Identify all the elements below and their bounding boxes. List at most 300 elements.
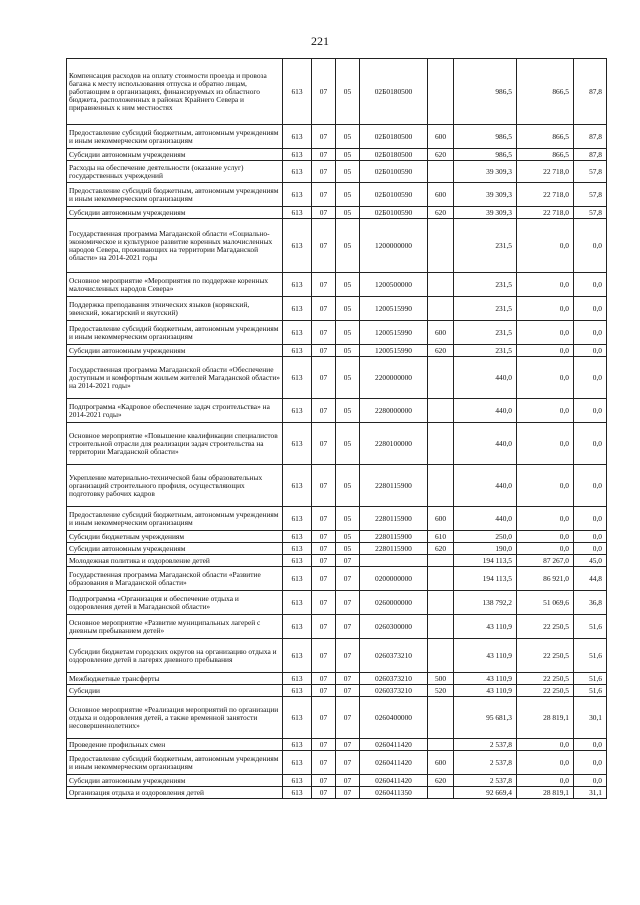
- cell-expense-type: 620: [428, 775, 454, 787]
- cell-plan: 39 309,3: [454, 183, 517, 207]
- cell-plan: 43 110,9: [454, 615, 517, 639]
- table-row: [67, 787, 607, 799]
- cell-expense-type: [428, 399, 454, 423]
- table-row: [67, 273, 607, 297]
- cell-subsection: 05: [336, 59, 360, 125]
- cell-target-article: 2280100000: [360, 423, 428, 465]
- cell-subsection: 07: [336, 751, 360, 775]
- cell-executed: 28 819,1: [517, 697, 574, 739]
- cell-target-article: 0260373210: [360, 639, 428, 673]
- cell-subsection: 07: [336, 673, 360, 685]
- cell-expense-type: 600: [428, 321, 454, 345]
- cell-ministry: 613: [283, 639, 312, 673]
- cell-name: Расходы на обеспечение деятельности (оказание услуг) государственных учреждений: [67, 161, 283, 183]
- cell-executed: 22 250,5: [517, 673, 574, 685]
- table-row: [67, 125, 607, 149]
- cell-target-article: 1200515990: [360, 297, 428, 321]
- cell-ministry: 613: [283, 183, 312, 207]
- table-row: [67, 321, 607, 345]
- cell-name: Укрепление материально-технической базы образовательных организаций строительного профиля, осуществляющих подготовку рабочих кадров: [67, 465, 283, 507]
- table-row: [67, 423, 607, 465]
- cell-ministry: 613: [283, 149, 312, 161]
- cell-section: 07: [312, 739, 336, 751]
- cell-subsection: 07: [336, 639, 360, 673]
- cell-percent: 45,0: [574, 555, 607, 567]
- cell-section: 07: [312, 751, 336, 775]
- cell-plan: 190,0: [454, 543, 517, 555]
- table-row: [67, 345, 607, 357]
- table-row: [67, 775, 607, 787]
- cell-expense-type: [428, 59, 454, 125]
- table-row: [67, 555, 607, 567]
- cell-name: Подпрограмма «Организация и обеспечение отдыха и оздоровления детей в Магаданской области»: [67, 591, 283, 615]
- cell-executed: 0,0: [517, 751, 574, 775]
- cell-plan: 986,5: [454, 59, 517, 125]
- cell-name: Предоставление субсидий бюджетным, автономным учреждениям и иным некоммерческим организациям: [67, 183, 283, 207]
- cell-ministry: 613: [283, 787, 312, 799]
- cell-percent: 0,0: [574, 345, 607, 357]
- table-row: [67, 543, 607, 555]
- table-row: [67, 739, 607, 751]
- cell-ministry: 613: [283, 273, 312, 297]
- cell-name: Субсидии бюджетным учреждениям: [67, 531, 283, 543]
- cell-expense-type: [428, 161, 454, 183]
- cell-percent: 57,8: [574, 183, 607, 207]
- cell-expense-type: [428, 357, 454, 399]
- table-row: [67, 591, 607, 615]
- cell-subsection: 05: [336, 149, 360, 161]
- cell-section: 07: [312, 59, 336, 125]
- cell-expense-type: [428, 697, 454, 739]
- cell-name: Субсидии автономным учреждениям: [67, 149, 283, 161]
- cell-plan: 43 110,9: [454, 673, 517, 685]
- cell-expense-type: [428, 273, 454, 297]
- cell-section: 07: [312, 183, 336, 207]
- cell-ministry: 613: [283, 507, 312, 531]
- cell-percent: 51,6: [574, 639, 607, 673]
- table-row: [67, 751, 607, 775]
- table-row: [67, 357, 607, 399]
- cell-target-article: 1200515990: [360, 345, 428, 357]
- cell-executed: 0,0: [517, 345, 574, 357]
- cell-plan: 43 110,9: [454, 685, 517, 697]
- cell-target-article: 2200000000: [360, 357, 428, 399]
- cell-percent: 57,8: [574, 207, 607, 219]
- cell-target-article: 1200515990: [360, 321, 428, 345]
- cell-name: Предоставление субсидий бюджетным, автономным учреждениям и иным некоммерческим организациям: [67, 507, 283, 531]
- cell-target-article: 2280115900: [360, 465, 428, 507]
- cell-section: 07: [312, 591, 336, 615]
- cell-plan: 986,5: [454, 149, 517, 161]
- cell-executed: 866,5: [517, 149, 574, 161]
- cell-target-article: 2280000000: [360, 399, 428, 423]
- cell-plan: 231,5: [454, 219, 517, 273]
- table-row: [67, 639, 607, 673]
- cell-ministry: 613: [283, 685, 312, 697]
- cell-name: Государственная программа Магаданской области «Развитие образования в Магаданской области»: [67, 567, 283, 591]
- cell-expense-type: [428, 297, 454, 321]
- cell-expense-type: [428, 615, 454, 639]
- cell-plan: 194 113,5: [454, 555, 517, 567]
- cell-name: Государственная программа Магаданской области «Социально-экономическое и культурное развитие коренных малочисленных народов Севера, проживающих на территории Магаданской области» на 2014-2021 годы: [67, 219, 283, 273]
- table-row: [67, 531, 607, 543]
- cell-target-article: 0260000000: [360, 591, 428, 615]
- cell-executed: 0,0: [517, 465, 574, 507]
- cell-section: 07: [312, 555, 336, 567]
- cell-section: 07: [312, 639, 336, 673]
- cell-plan: 440,0: [454, 465, 517, 507]
- cell-subsection: 05: [336, 161, 360, 183]
- cell-target-article: 02Б0100590: [360, 183, 428, 207]
- cell-ministry: 613: [283, 219, 312, 273]
- table-row: [67, 183, 607, 207]
- cell-name: Основное мероприятие «Повышение квалификации специалистов строительной отрасли для реализации задач строительства на территории Магаданской области»: [67, 423, 283, 465]
- cell-expense-type: [428, 739, 454, 751]
- table-row: [67, 697, 607, 739]
- cell-executed: 22 718,0: [517, 183, 574, 207]
- cell-plan: 92 669,4: [454, 787, 517, 799]
- cell-executed: 0,0: [517, 423, 574, 465]
- cell-percent: 30,1: [574, 697, 607, 739]
- cell-expense-type: 620: [428, 207, 454, 219]
- cell-name: Субсидии: [67, 685, 283, 697]
- cell-subsection: 05: [336, 297, 360, 321]
- cell-ministry: 613: [283, 297, 312, 321]
- table-row: [67, 297, 607, 321]
- cell-target-article: 0260400000: [360, 697, 428, 739]
- cell-executed: 866,5: [517, 125, 574, 149]
- cell-name: Субсидии бюджетам городских округов на организацию отдыха и оздоровление детей в лагерях дневного пребывания: [67, 639, 283, 673]
- cell-executed: 22 250,5: [517, 685, 574, 697]
- cell-executed: 0,0: [517, 739, 574, 751]
- cell-executed: 866,5: [517, 59, 574, 125]
- cell-subsection: 07: [336, 555, 360, 567]
- cell-target-article: [360, 555, 428, 567]
- cell-expense-type: 520: [428, 685, 454, 697]
- cell-ministry: 613: [283, 739, 312, 751]
- cell-section: 07: [312, 697, 336, 739]
- cell-subsection: 05: [336, 273, 360, 297]
- cell-ministry: 613: [283, 321, 312, 345]
- cell-plan: 2 537,8: [454, 775, 517, 787]
- cell-name: Проведение профильных смен: [67, 739, 283, 751]
- cell-expense-type: [428, 591, 454, 615]
- cell-subsection: 05: [336, 357, 360, 399]
- cell-section: 07: [312, 125, 336, 149]
- cell-ministry: 613: [283, 567, 312, 591]
- cell-plan: 440,0: [454, 399, 517, 423]
- table-row: [67, 673, 607, 685]
- cell-section: 07: [312, 345, 336, 357]
- cell-plan: 231,5: [454, 273, 517, 297]
- cell-target-article: 2280115900: [360, 507, 428, 531]
- cell-subsection: 07: [336, 685, 360, 697]
- cell-percent: 0,0: [574, 297, 607, 321]
- table-row: [67, 567, 607, 591]
- cell-ministry: 613: [283, 673, 312, 685]
- cell-section: 07: [312, 297, 336, 321]
- cell-target-article: 0260373210: [360, 673, 428, 685]
- cell-executed: 51 069,6: [517, 591, 574, 615]
- cell-section: 07: [312, 567, 336, 591]
- cell-percent: 0,0: [574, 531, 607, 543]
- cell-plan: 39 309,3: [454, 207, 517, 219]
- cell-percent: 0,0: [574, 219, 607, 273]
- cell-expense-type: 500: [428, 673, 454, 685]
- table-row: [67, 219, 607, 273]
- cell-subsection: 05: [336, 399, 360, 423]
- budget-table: [66, 58, 607, 799]
- cell-name: Поддержка преподавания этнических языков (корякский, эвенский, юкагирский и якутский): [67, 297, 283, 321]
- cell-expense-type: 620: [428, 149, 454, 161]
- cell-expense-type: [428, 639, 454, 673]
- cell-name: Предоставление субсидий бюджетным, автономным учреждениям и иным некоммерческим организациям: [67, 321, 283, 345]
- cell-expense-type: 600: [428, 507, 454, 531]
- cell-name: Субсидии автономным учреждениям: [67, 543, 283, 555]
- cell-subsection: 07: [336, 615, 360, 639]
- cell-target-article: 02Б0100590: [360, 161, 428, 183]
- cell-target-article: 2280115900: [360, 543, 428, 555]
- cell-executed: 0,0: [517, 321, 574, 345]
- cell-ministry: 613: [283, 531, 312, 543]
- cell-section: 07: [312, 219, 336, 273]
- cell-expense-type: [428, 555, 454, 567]
- cell-percent: 57,8: [574, 161, 607, 183]
- cell-executed: 0,0: [517, 357, 574, 399]
- cell-expense-type: 620: [428, 345, 454, 357]
- cell-section: 07: [312, 149, 336, 161]
- cell-subsection: 07: [336, 739, 360, 751]
- cell-expense-type: 610: [428, 531, 454, 543]
- cell-ministry: 613: [283, 775, 312, 787]
- cell-section: 07: [312, 543, 336, 555]
- cell-plan: 2 537,8: [454, 739, 517, 751]
- cell-section: 07: [312, 787, 336, 799]
- cell-executed: 0,0: [517, 543, 574, 555]
- cell-ministry: 613: [283, 751, 312, 775]
- cell-executed: 22 250,5: [517, 639, 574, 673]
- cell-section: 07: [312, 207, 336, 219]
- cell-ministry: 613: [283, 357, 312, 399]
- cell-target-article: 0200000000: [360, 567, 428, 591]
- cell-ministry: 613: [283, 615, 312, 639]
- cell-ministry: 613: [283, 697, 312, 739]
- cell-subsection: 05: [336, 345, 360, 357]
- cell-target-article: 02Б0180500: [360, 59, 428, 125]
- cell-name: Основное мероприятие «Реализация мероприятий по организации отдыха и оздоровления детей, а также временной занятости несовершеннолетних»: [67, 697, 283, 739]
- cell-executed: 22 250,5: [517, 615, 574, 639]
- cell-ministry: 613: [283, 465, 312, 507]
- cell-percent: 0,0: [574, 423, 607, 465]
- cell-subsection: 05: [336, 543, 360, 555]
- cell-percent: 31,1: [574, 787, 607, 799]
- cell-section: 07: [312, 357, 336, 399]
- cell-subsection: 05: [336, 465, 360, 507]
- cell-plan: 39 309,3: [454, 161, 517, 183]
- table-row: [67, 59, 607, 125]
- table-row: [67, 685, 607, 697]
- cell-subsection: 07: [336, 697, 360, 739]
- cell-plan: 43 110,9: [454, 639, 517, 673]
- cell-target-article: 1200500000: [360, 273, 428, 297]
- cell-name: Подпрограмма «Кадровое обеспечение задач строительства» на 2014-2021 годы»: [67, 399, 283, 423]
- cell-executed: 86 921,0: [517, 567, 574, 591]
- cell-name: Предоставление субсидий бюджетным, автономным учреждениям и иным некоммерческим организациям: [67, 125, 283, 149]
- cell-subsection: 05: [336, 183, 360, 207]
- cell-name: Субсидии автономным учреждениям: [67, 345, 283, 357]
- cell-plan: 440,0: [454, 507, 517, 531]
- cell-name: Компенсация расходов на оплату стоимости проезда и провоза багажа к месту использования отпуска и обратно лицам, работающим в организациях, финансируемых из областного бюджета, расположенных в районах Крайнего Севера и приравненных к ним местностях: [67, 59, 283, 125]
- cell-section: 07: [312, 465, 336, 507]
- cell-target-article: 2280115900: [360, 531, 428, 543]
- cell-executed: 0,0: [517, 507, 574, 531]
- cell-ministry: 613: [283, 125, 312, 149]
- cell-plan: 250,0: [454, 531, 517, 543]
- cell-plan: 95 681,3: [454, 697, 517, 739]
- cell-name: Основное мероприятие «Мероприятия по поддержке коренных малочисленных народов Севера»: [67, 273, 283, 297]
- cell-plan: 986,5: [454, 125, 517, 149]
- cell-section: 07: [312, 423, 336, 465]
- cell-subsection: 07: [336, 787, 360, 799]
- cell-plan: 138 792,2: [454, 591, 517, 615]
- cell-name: Субсидии автономным учреждениям: [67, 775, 283, 787]
- table-row: [67, 161, 607, 183]
- cell-percent: 51,6: [574, 615, 607, 639]
- cell-name: Предоставление субсидий бюджетным, автономным учреждениям и иным некоммерческим организациям: [67, 751, 283, 775]
- cell-section: 07: [312, 615, 336, 639]
- cell-percent: 51,6: [574, 685, 607, 697]
- cell-name: Межбюджетные трансферты: [67, 673, 283, 685]
- cell-plan: 231,5: [454, 297, 517, 321]
- cell-target-article: 0260411420: [360, 775, 428, 787]
- cell-percent: 87,8: [574, 149, 607, 161]
- cell-percent: 0,0: [574, 273, 607, 297]
- cell-subsection: 05: [336, 531, 360, 543]
- cell-executed: 0,0: [517, 399, 574, 423]
- table-row: [67, 615, 607, 639]
- cell-percent: 0,0: [574, 543, 607, 555]
- cell-section: 07: [312, 507, 336, 531]
- cell-target-article: 02Б0180500: [360, 149, 428, 161]
- cell-name: Государственная программа Магаданской области «Обеспечение доступным и комфортным жильем жителей Магаданской области» на 2014-2021 годы»: [67, 357, 283, 399]
- cell-section: 07: [312, 161, 336, 183]
- cell-ministry: 613: [283, 543, 312, 555]
- cell-ministry: 613: [283, 59, 312, 125]
- cell-target-article: 0260373210: [360, 685, 428, 697]
- cell-subsection: 05: [336, 423, 360, 465]
- cell-plan: 440,0: [454, 357, 517, 399]
- cell-plan: 440,0: [454, 423, 517, 465]
- cell-ministry: 613: [283, 345, 312, 357]
- cell-executed: 22 718,0: [517, 207, 574, 219]
- cell-executed: 28 819,1: [517, 787, 574, 799]
- cell-subsection: 05: [336, 125, 360, 149]
- cell-percent: 0,0: [574, 507, 607, 531]
- cell-section: 07: [312, 673, 336, 685]
- cell-percent: 87,8: [574, 59, 607, 125]
- cell-percent: 51,6: [574, 673, 607, 685]
- cell-name: Молодежная политика и оздоровление детей: [67, 555, 283, 567]
- cell-percent: 0,0: [574, 739, 607, 751]
- cell-section: 07: [312, 531, 336, 543]
- cell-executed: 22 718,0: [517, 161, 574, 183]
- cell-percent: 0,0: [574, 321, 607, 345]
- cell-ministry: 613: [283, 207, 312, 219]
- cell-executed: 0,0: [517, 219, 574, 273]
- cell-section: 07: [312, 273, 336, 297]
- cell-expense-type: [428, 423, 454, 465]
- cell-target-article: 02Б0100590: [360, 207, 428, 219]
- cell-target-article: 0260411350: [360, 787, 428, 799]
- cell-expense-type: [428, 787, 454, 799]
- cell-section: 07: [312, 685, 336, 697]
- cell-ministry: 613: [283, 399, 312, 423]
- table-row: [67, 399, 607, 423]
- cell-subsection: 05: [336, 507, 360, 531]
- cell-percent: 36,8: [574, 591, 607, 615]
- cell-target-article: 0260411420: [360, 751, 428, 775]
- cell-target-article: 1200000000: [360, 219, 428, 273]
- cell-subsection: 07: [336, 567, 360, 591]
- cell-executed: 0,0: [517, 273, 574, 297]
- cell-percent: 0,0: [574, 775, 607, 787]
- cell-name: Основное мероприятие «Развитие муниципальных лагерей с дневным пребыванием детей»: [67, 615, 283, 639]
- cell-expense-type: [428, 465, 454, 507]
- cell-section: 07: [312, 321, 336, 345]
- cell-name: Организация отдыха и оздоровления детей: [67, 787, 283, 799]
- cell-expense-type: [428, 567, 454, 591]
- cell-expense-type: 600: [428, 751, 454, 775]
- table-row: [67, 465, 607, 507]
- cell-percent: 87,8: [574, 125, 607, 149]
- cell-executed: 0,0: [517, 775, 574, 787]
- table-row: [67, 207, 607, 219]
- cell-plan: 2 537,8: [454, 751, 517, 775]
- cell-percent: 0,0: [574, 399, 607, 423]
- cell-section: 07: [312, 775, 336, 787]
- cell-section: 07: [312, 399, 336, 423]
- cell-subsection: 07: [336, 775, 360, 787]
- cell-subsection: 05: [336, 321, 360, 345]
- cell-plan: 194 113,5: [454, 567, 517, 591]
- table-row: [67, 149, 607, 161]
- table-row: [67, 507, 607, 531]
- cell-plan: 231,5: [454, 321, 517, 345]
- cell-name: Субсидии автономным учреждениям: [67, 207, 283, 219]
- page-number: 221: [311, 34, 329, 48]
- cell-subsection: 05: [336, 207, 360, 219]
- cell-percent: 44,8: [574, 567, 607, 591]
- cell-percent: 0,0: [574, 357, 607, 399]
- cell-subsection: 05: [336, 219, 360, 273]
- cell-plan: 231,5: [454, 345, 517, 357]
- cell-expense-type: 600: [428, 125, 454, 149]
- cell-executed: 0,0: [517, 297, 574, 321]
- cell-executed: 0,0: [517, 531, 574, 543]
- cell-target-article: 0260300000: [360, 615, 428, 639]
- cell-expense-type: 600: [428, 183, 454, 207]
- cell-target-article: 02Б0180500: [360, 125, 428, 149]
- cell-percent: 0,0: [574, 465, 607, 507]
- cell-expense-type: 620: [428, 543, 454, 555]
- cell-executed: 87 267,0: [517, 555, 574, 567]
- cell-expense-type: [428, 219, 454, 273]
- cell-ministry: 613: [283, 591, 312, 615]
- cell-subsection: 07: [336, 591, 360, 615]
- cell-percent: 0,0: [574, 751, 607, 775]
- cell-ministry: 613: [283, 161, 312, 183]
- cell-ministry: 613: [283, 423, 312, 465]
